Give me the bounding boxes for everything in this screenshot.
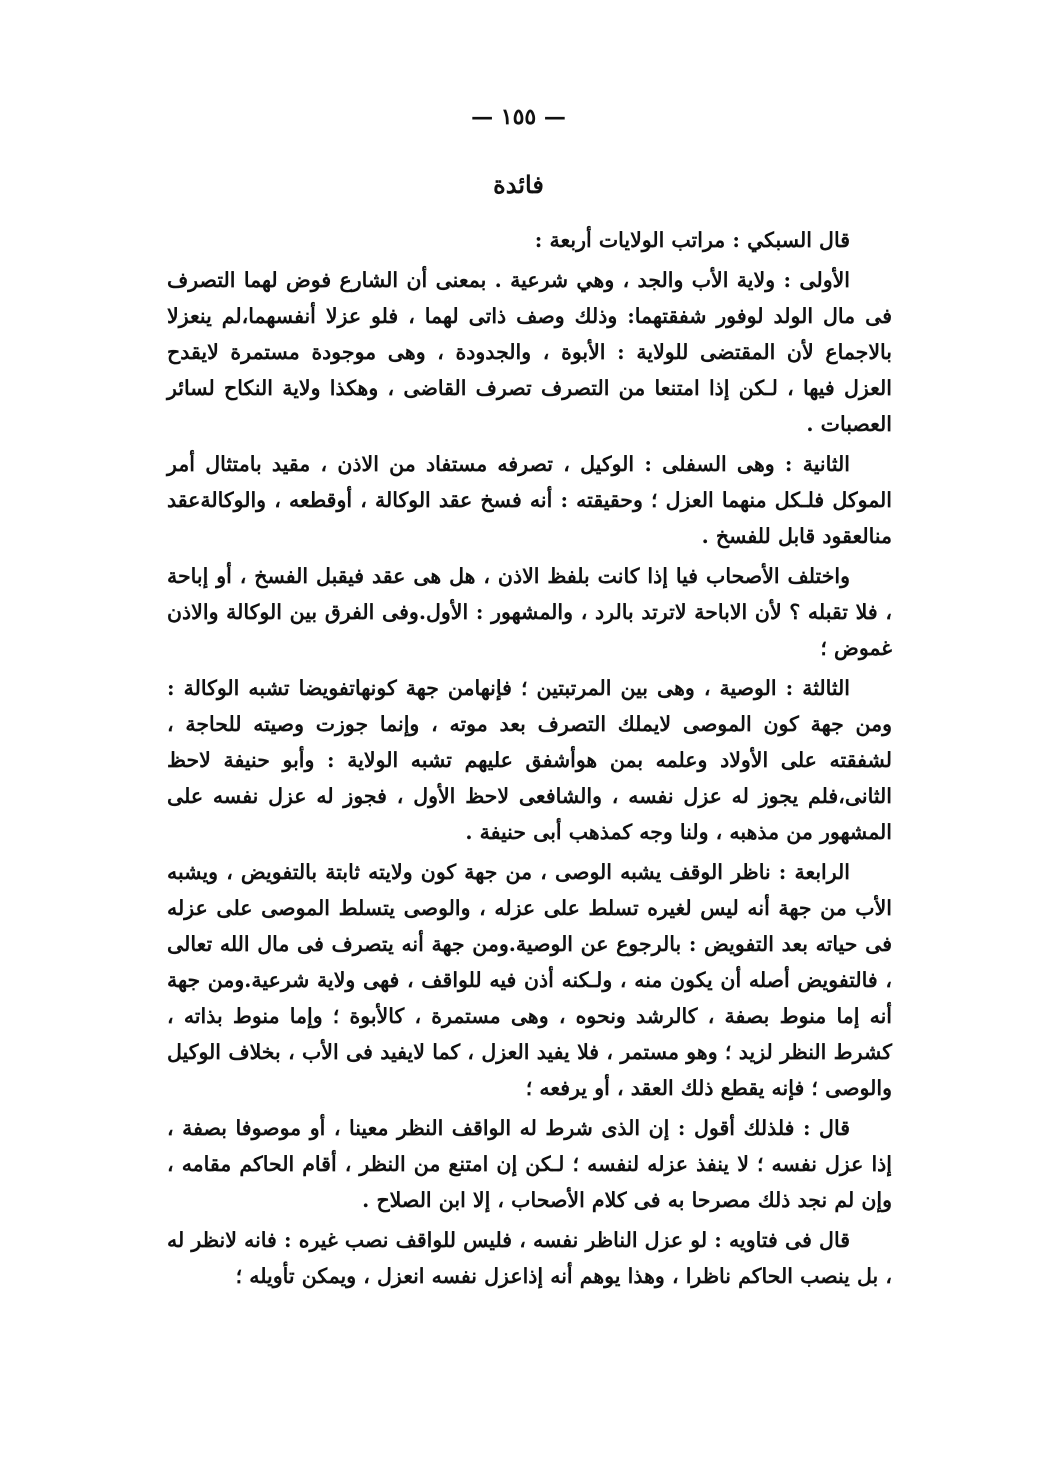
body-text xyxy=(167,222,892,1298)
paragraph-fourth: الرابعة : ناظر الوقف يشبه الوصى ، من جهة كون ولايته ثابتة بالتفويض ، ويشبه الأب من جهة أنه ليس لغيره تسلط على عزله ، والوصى يتسلط الموصى على عزله فى حياته بعد التفويض : بالرجوع عن الوصية.ومن جهة أنه يتصرف فى مال الله تعالى ، فالتفويض أصله أن يكون منه ، ولـكنه أذن فيه للواقف ، فهى ولاية شرعية.ومن جهة أنه إما منوط بصفة ، كالرشد ونحوه ، وهى مستمرة ، كالأبوة ؛ وإما منوط بذاته ، كشرط النظر لزيد ؛ وهو مستمر ، فلا يفيد العزل ، كما لايفيد فى الأب ، بخلاف الوكيل والوصى ؛ فإنه يقطع ذلك العقد ، أو يرفعه ؛ xyxy=(167,860,892,1100)
paragraph-disagreement: واختلف الأصحاب فيا إذا كانت بلفظ الاذن ، هل هى عقد فيقبل الفسخ ، أو إباحة ، فلا تقبله ؟ لأن الاباحة لاترتد بالرد ، والمشهور : الأول.وفى الفرق بين الوكالة والاذن غموض ؛ xyxy=(167,564,892,660)
page-number: — ١٥٥ — xyxy=(471,104,566,130)
section-heading: فائدة xyxy=(493,170,544,199)
paragraph-first: الأولى : ولاية الأب والجد ، وهي شرعية . بمعنى أن الشارع فوض لهما التصرف فى مال الولد لوفور شفقتهما: وذلك وصف ذاتى لهما ، فلو عزلا أنفسهما،لم ينعزلا بالاجماع لأن المقتضى للولاية : الأبوة ، والجدودة ، وهى موجودة مستمرة لايقدح العزل فيها ، لـكن إذا امتنعا من التصرف تصرف القاضى ، وهكذا ولاية النكاح لسائر العصبات . xyxy=(167,268,892,436)
paragraph-second: الثانية : وهى السفلى : الوكيل ، تصرفه مستفاد من الاذن ، مقيد بامتثال أمر الموكل فلـكل منهما العزل ؛ وحقيقته : أنه فسخ عقد الوكالة ، أوقطعه ، والوكالةعقد منالعقود قابل للفسخ . xyxy=(167,452,892,548)
paragraph-said: قال : فلذلك أقول : إن الذى شرط له الواقف النظر معينا ، أو موصوفا بصفة ، إذا عزل نفسه ؛ لا ينفذ عزله لنفسه ؛ لـكن إن امتنع من النظر ، أقام الحاكم مقامه ، وإن لم نجد ذلك مصرحا به فى كلام الأصحاب ، إلا ابن الصلاح . xyxy=(167,1116,892,1212)
paragraph-third: الثالثة : الوصية ، وهى بين المرتبتين ؛ فإنهامن جهة كونهاتفويضا تشبه الوكالة : ومن جهة كون الموصى لايملك التصرف بعد موته ، وإنما جوزت وصيته للحاجة ، لشفقته على الأولاد وعلمه بمن هوأشفق عليهم تشبه الولاية : وأبو حنيفة لاحظ الثانى،فلم يجوز له عزل نفسه ، والشافعى لاحظ الأول ، فجوز له عزل نفسه على المشهور من مذهبه ، ولنا وجه كمذهب أبى حنيفة . xyxy=(167,676,892,844)
paragraph-fatawa: قال فى فتاويه : لو عزل الناظر نفسه ، فليس للواقف نصب غيره : فانه لانظر له ، بل ينصب الحاكم ناظرا ، وهذا يوهم أنه إذاعزل نفسه انعزل ، ويمكن تأويله ؛ xyxy=(167,1228,892,1288)
paragraph-intro: قال السبكي : مراتب الولايات أربعة : xyxy=(534,228,850,252)
